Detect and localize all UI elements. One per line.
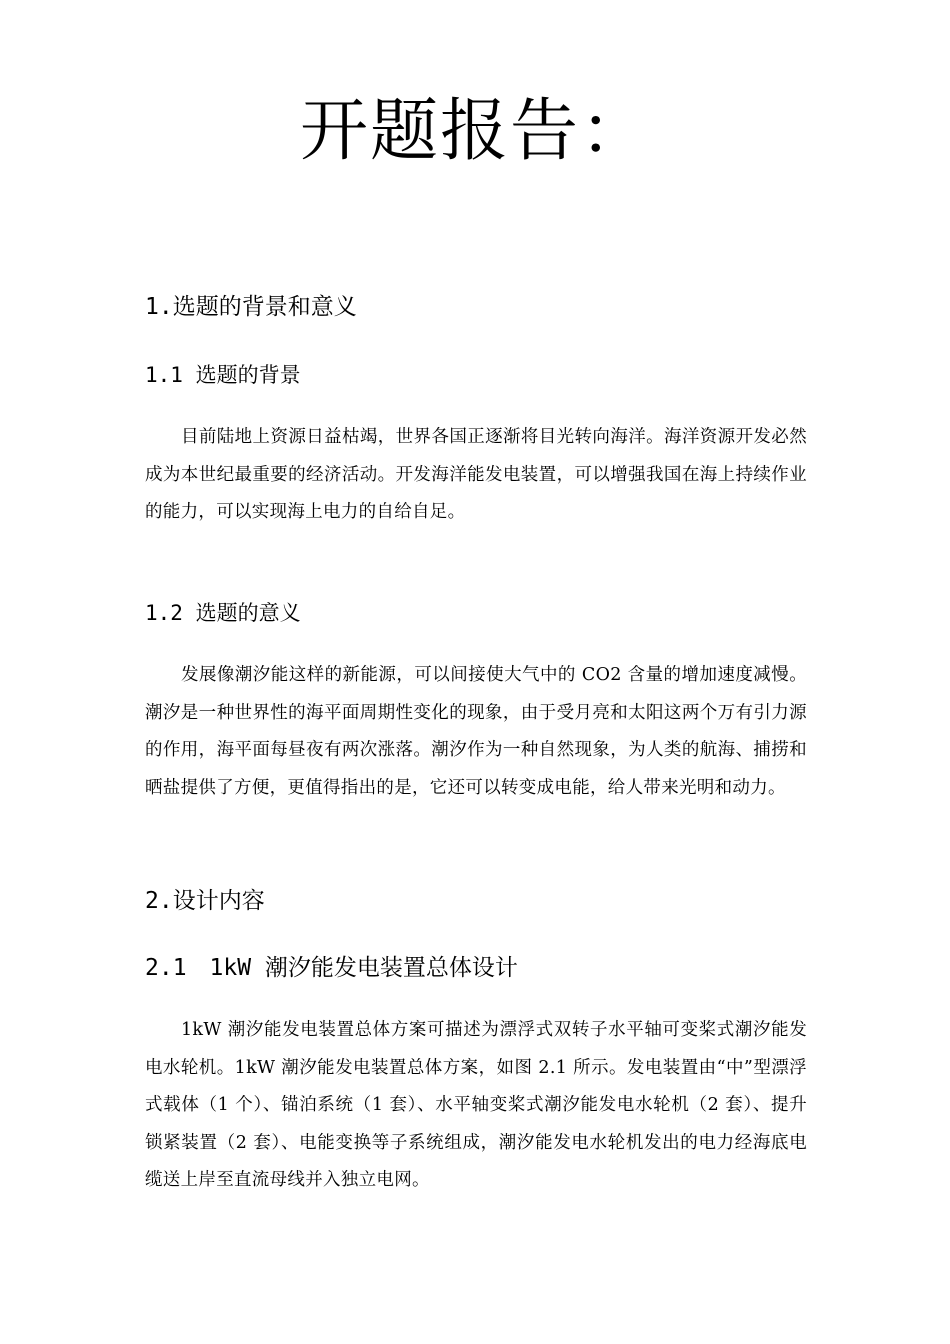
subsection-heading-background: 1.1 选题的背景 [145, 363, 301, 387]
paragraph-significance: 发展像潮汐能这样的新能源，可以间接使大气中的 CO2 含量的增加速度减慢。潮汐是一种世界性的海平面周期性变化的现象，由于受月亮和太阳这两个万有引力源的作用，海平面每昼夜有两次涨落。潮汐作为一种自然现象，为人类的航海、捕捞和晒盐提供了方便，更值得指出的是，它还可以转变成电能，给人带来光明和动力。 [145, 665, 807, 798]
subsection-heading-overall-design: 2.1 1kW 潮汐能发电装置总体设计 [145, 955, 518, 981]
section-heading-design-content: 2.设计内容 [145, 888, 265, 914]
paragraph-background: 目前陆地上资源日益枯竭，世界各国正逐渐将目光转向海洋。海洋资源开发必然成为本世纪最重要的经济活动。开发海洋能发电装置，可以增强我国在海上持续作业的能力，可以实现海上电力的自给自足。 [145, 427, 807, 522]
paragraph-overall-design: 1kW 潮汐能发电装置总体方案可描述为漂浮式双转子水平轴可变桨式潮汐能发电水轮机。1kW 潮汐能发电装置总体方案，如图 2.1 所示。发电装置由“中”型漂浮式载体（1 个）、锚泊系统（1 套）、水平轴变桨式潮汐能发电水轮机（2 套）、提升锁紧装置（2 套）、电能变换等子系统组成，潮汐能发电水轮机发出的电力经海底电缆送上岸至直流母线并入独立电网。 [145, 1020, 807, 1190]
section-heading-background-significance: 1.选题的背景和意义 [145, 294, 357, 320]
subsection-heading-significance: 1.2 选题的意义 [145, 601, 301, 625]
document-title: 开题报告： [299, 92, 650, 171]
